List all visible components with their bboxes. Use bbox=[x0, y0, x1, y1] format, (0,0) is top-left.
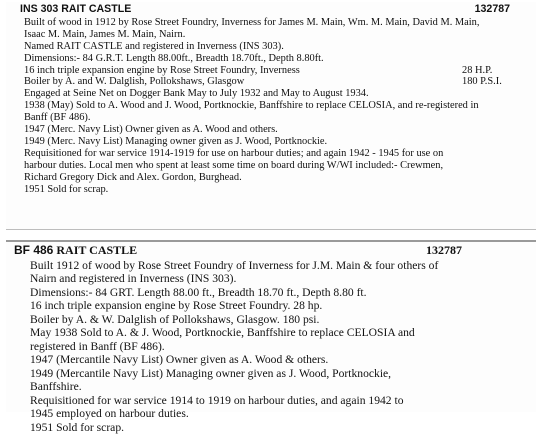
text-line: Built of wood in 1912 by Rose Street Foundry, Inverness for James M. Main, Wm. M. Main, David M. Main, bbox=[24, 17, 522, 29]
text-line: Richard Gregory Dick and Alex. Gordon, Burghead. bbox=[24, 172, 522, 184]
text-line: Requisitioned for war service 1914-1919 for use on harbour duties; and again 1942 - 1945 for use on bbox=[24, 148, 522, 160]
text-line: Dimensions:- 84 G.R.T. Length 88.00ft., Breadth 18.70ft., Depth 8.80ft. bbox=[24, 53, 522, 65]
card-header bbox=[14, 244, 526, 258]
text-line: harbour duties. Local men who spent at least some time on board during W/WI included:- Crewmen, bbox=[24, 160, 522, 172]
text-line: 1951 Sold for scrap. bbox=[30, 421, 526, 434]
text-line: Nairn and registered in Inverness (INS 303). bbox=[30, 272, 526, 286]
card-title-name: RAIT CASTLE bbox=[56, 243, 137, 257]
text-line: Engaged at Seine Net on Dogger Bank May to July 1932 and May to August 1934. bbox=[24, 88, 522, 100]
text-line: Banffshire. bbox=[30, 380, 526, 394]
text-line: 1947 (Merc. Navy List) Owner given as A. Wood and others. bbox=[24, 124, 522, 136]
text-line: 1949 (Merc. Navy List) Managing owner given as J. Wood, Portknockie. bbox=[24, 136, 522, 148]
text-line: registered in Banff (BF 486). bbox=[30, 340, 526, 354]
boiler-psi: 180 P.S.I. bbox=[462, 76, 522, 88]
text-line: Banff (BF 486). bbox=[24, 112, 522, 124]
text-line: May 1938 Sold to A. & J. Wood, Portknockie, Banffshire to replace CELOSIA and bbox=[30, 326, 526, 340]
text-line: 16 inch triple expansion engine by Rose Street Foundry. 28 hp. bbox=[30, 299, 526, 313]
card-body bbox=[20, 17, 522, 196]
boiler-text: Boiler by A. and W. Dalglish, Pollokshaws, Glasgow bbox=[24, 76, 244, 88]
engine-hp: 28 H.P. bbox=[462, 65, 522, 77]
text-line: 1945 employed on harbour duties. bbox=[30, 407, 526, 421]
card-header bbox=[20, 4, 522, 16]
boiler-row bbox=[24, 76, 522, 88]
text-line: Isaac M. Main, James M. Main, Nairn. bbox=[24, 29, 522, 41]
text-line: 1949 (Mercantile Navy List) Managing owner given as J. Wood, Portknockie, bbox=[30, 367, 526, 381]
registration-number: 132787 bbox=[426, 244, 526, 258]
text-line: 1951 Sold for scrap. bbox=[24, 184, 522, 196]
text-line: Boiler by A. & W. Dalglish of Pollokshaws, Glasgow. 180 psi. bbox=[30, 313, 526, 327]
text-line: Named RAIT CASTLE and registered in Inverness (INS 303). bbox=[24, 41, 522, 53]
engine-text: 16 inch triple expansion engine by Rose Street Foundry, Inverness bbox=[24, 65, 300, 77]
engine-row bbox=[24, 65, 522, 77]
text-line: Requisitioned for war service 1914 to 1919 on harbour duties, and again 1942 to bbox=[30, 394, 526, 408]
record-card-ins-303 bbox=[6, 2, 536, 230]
record-card-bf-486 bbox=[6, 240, 536, 412]
text-line: 1947 (Mercantile Navy List) Owner given as A. Wood & others. bbox=[30, 353, 526, 367]
text-line: 1938 (May) Sold to A. Wood and J. Wood, Portknockie, Banffshire to replace CELOSIA, and re-registered in bbox=[24, 100, 522, 112]
card-title-code: BF 486 bbox=[14, 243, 53, 257]
text-line: Dimensions:- 84 GRT. Length 88.00 ft., Breadth 18.70 ft., Depth 8.80 ft. bbox=[30, 286, 526, 300]
text-line: Built 1912 of wood by Rose Street Foundry of Inverness for J.M. Main & four others of bbox=[30, 259, 526, 273]
registration-number: 132787 bbox=[475, 4, 522, 16]
card-title: INS 303 RAIT CASTLE bbox=[20, 4, 131, 16]
card-title bbox=[14, 244, 137, 258]
card-body bbox=[14, 259, 526, 434]
